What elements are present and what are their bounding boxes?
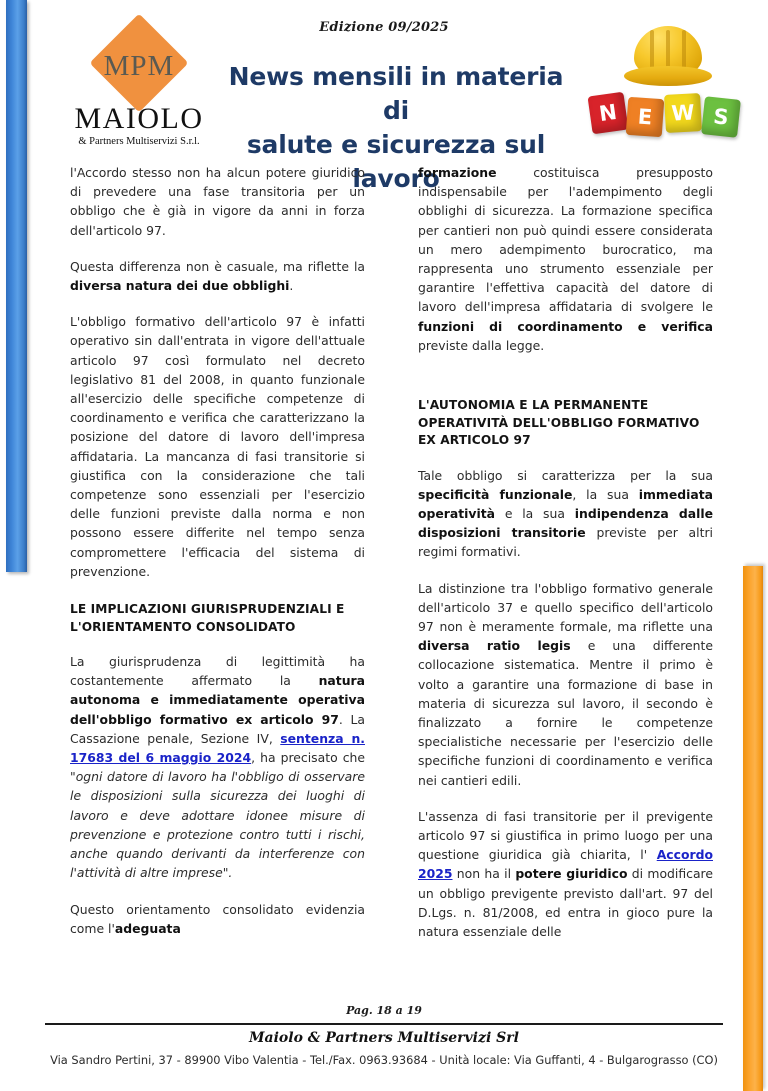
paragraph xyxy=(418,579,713,790)
logo-company-name: MAIOLO xyxy=(74,102,204,135)
paragraph-text: Questo orientamento consolidato evidenzia come l' xyxy=(70,901,365,936)
paragraph-text: previste dalla legge. xyxy=(418,337,545,353)
paragraph-text: . xyxy=(289,278,294,294)
accordo-2025-link[interactable]: Accordo 2025 xyxy=(418,847,713,882)
paragraph-text: La giurisprudenza di legittimità ha costantemente affermato la xyxy=(70,654,365,689)
left-column xyxy=(70,163,365,955)
emphasis-text: potere giuridico xyxy=(515,866,628,882)
logo-company-subtitle: & Partners Multiservizi S.r.l. xyxy=(78,136,200,147)
page-title-line-2: salute e sicurezza sul lavoro xyxy=(246,130,546,193)
paragraph xyxy=(70,652,365,882)
paragraph xyxy=(418,163,713,355)
paragraph-text: L'assenza di fasi transitorie per il previgente articolo 97 si giustifica in primo luogo per una questione giuridica già chiarita, l' xyxy=(418,808,713,863)
company-logo xyxy=(64,28,214,150)
page-number: Pag. 18 a 19 xyxy=(346,1004,422,1017)
emphasis-text: specificità funzionale xyxy=(418,486,573,502)
footer-divider xyxy=(45,1023,723,1025)
paragraph-text: , la sua xyxy=(572,486,639,502)
paragraph xyxy=(70,312,365,581)
paragraph-text: La distinzione tra l'obbligo formativo generale dell'articolo 37 e quello specifico dell'articolo 97 non è meramente formale, ma riflette una xyxy=(418,580,713,634)
emphasis-text: diversa ratio legis xyxy=(418,638,571,654)
news-graphic xyxy=(588,22,754,152)
emphasis-text: indipendenza dalle disposizioni transitorie xyxy=(418,505,713,541)
paragraph xyxy=(418,466,713,562)
news-cube-e: E xyxy=(626,97,665,137)
footer-address: Via Sandro Pertini, 37 - 89900 Vibo Valentia - Tel./Fax. 0963.93684 - Unità locale: Via Guffanti, 4 - Bulgarograsso (CO) xyxy=(50,1053,718,1067)
emphasis-text: adeguata xyxy=(114,920,181,936)
sentenza-link[interactable]: sentenza n. 17683 del 6 maggio 2024 xyxy=(70,730,365,766)
news-cube-n: N xyxy=(588,92,629,135)
paragraph-text: Questa differenza non è casuale, ma riflette la xyxy=(70,258,365,274)
page-title-line-1: News mensili in materia di xyxy=(228,62,564,125)
hard-hat-brim xyxy=(624,66,712,86)
paragraph xyxy=(418,807,713,941)
section-heading: L'AUTONOMIA E LA PERMANENTE OPERATIVITÀ DELL'OBBLIGO FORMATIVO EX ARTICOLO 97 xyxy=(418,398,700,448)
paragraph xyxy=(70,163,365,240)
paragraph-text: , ha precisato che xyxy=(251,750,365,766)
hard-hat-icon xyxy=(622,26,714,88)
quotation-text: "ogni datore di lavoro ha l'obbligo di osservare le disposizioni sulla sicurezza dei luoghi di lavoro e deve adottare idonee misure di prevenzione e protezione contro tutti i rischi, anche quando derivanti da interferenze con l'attività di altre imprese". xyxy=(70,769,365,881)
news-cube-s: S xyxy=(701,96,741,138)
paragraph-text: . La Cassazione penale, Sezione IV, xyxy=(70,711,365,746)
paragraph-text: previste per altri regimi formativi. xyxy=(418,525,713,560)
emphasis-text: natura autonoma e immediatamente operativa dell'obbligo formativo ex articolo 97 xyxy=(70,673,365,727)
emphasis-text: formazione xyxy=(418,165,497,180)
paragraph xyxy=(70,257,365,295)
paragraph-text: Tale obbligo si caratterizza per la sua xyxy=(418,467,713,483)
news-cube-w: W xyxy=(664,93,702,133)
logo-mpm-text: MPM xyxy=(103,50,175,82)
paragraph xyxy=(70,900,365,938)
footer-company-name: Maiolo & Partners Multiservizi Srl xyxy=(249,1030,519,1046)
emphasis-text: funzioni di coordinamento e verifica xyxy=(418,318,713,334)
paragraph-text: e una differente collocazione sistematica. Mentre il primo è volto a garantire una formazione di base in materia di sicurezza sul lavoro, il secondo è finalizzato a fornire le competenze specialistiche necessarie per l'esercizio delle specifiche funzioni di coordinamento e verifica nei cantieri edili. xyxy=(418,638,713,788)
paragraph-text: e la sua xyxy=(495,505,575,521)
paragraph-text: L'obbligo formativo dell'articolo 97 è infatti operativo sin dall'entrata in vigore dell'attuale articolo 97 così formulato nel decreto legislativo 81 del 2008, in quanto funzionale all'esercizio delle specifiche competenze di coordinamento e verifica che caratterizzano la posizione del datore di lavoro dell'impresa affidataria. La mancanza di fasi transitorie si giustifica con la considerazione che tali competenze sono essenziali per l'esercizio delle funzioni previste dalla norma e non possono essere differite nel tempo senza compromettere l'efficacia del sistema di prevenzione. xyxy=(70,314,365,579)
section-heading: LE IMPLICAZIONI GIURISPRUDENZIALI E L'ORIENTAMENTO CONSOLIDATO xyxy=(70,602,345,634)
page-footer xyxy=(0,1001,768,1091)
paragraph-text: l'Accordo stesso non ha alcun potere giuridico di prevedere una fase transitoria per un obbligo che è già in vigore da anni in forza dell'articolo 97. xyxy=(70,165,365,238)
emphasis-text: immediata operatività xyxy=(418,486,713,521)
paragraph-text: non ha il xyxy=(452,866,516,882)
emphasis-text: diversa natura dei due obblighi xyxy=(70,278,290,294)
paragraph-text: costituisca presupposto indispensabile per l'adempimento degli obblighi di sicurezza. La formazione specifica per cantieri non può quindi essere considerata un mero adempimento burocratico, ma rappresenta uno strumento essenziale per garantire l'effettiva capacità del datore di lavoro dell'impresa affidataria di svolgere le xyxy=(418,165,713,315)
right-column xyxy=(418,163,713,958)
paragraph-text: di modificare un obbligo previgente previsto dall'art. 97 del D.Lgs. n. 81/2008, ed entra in gioco pure la natura essenziale delle xyxy=(418,866,713,939)
edition-label: Edizione 09/2025 xyxy=(319,20,449,35)
